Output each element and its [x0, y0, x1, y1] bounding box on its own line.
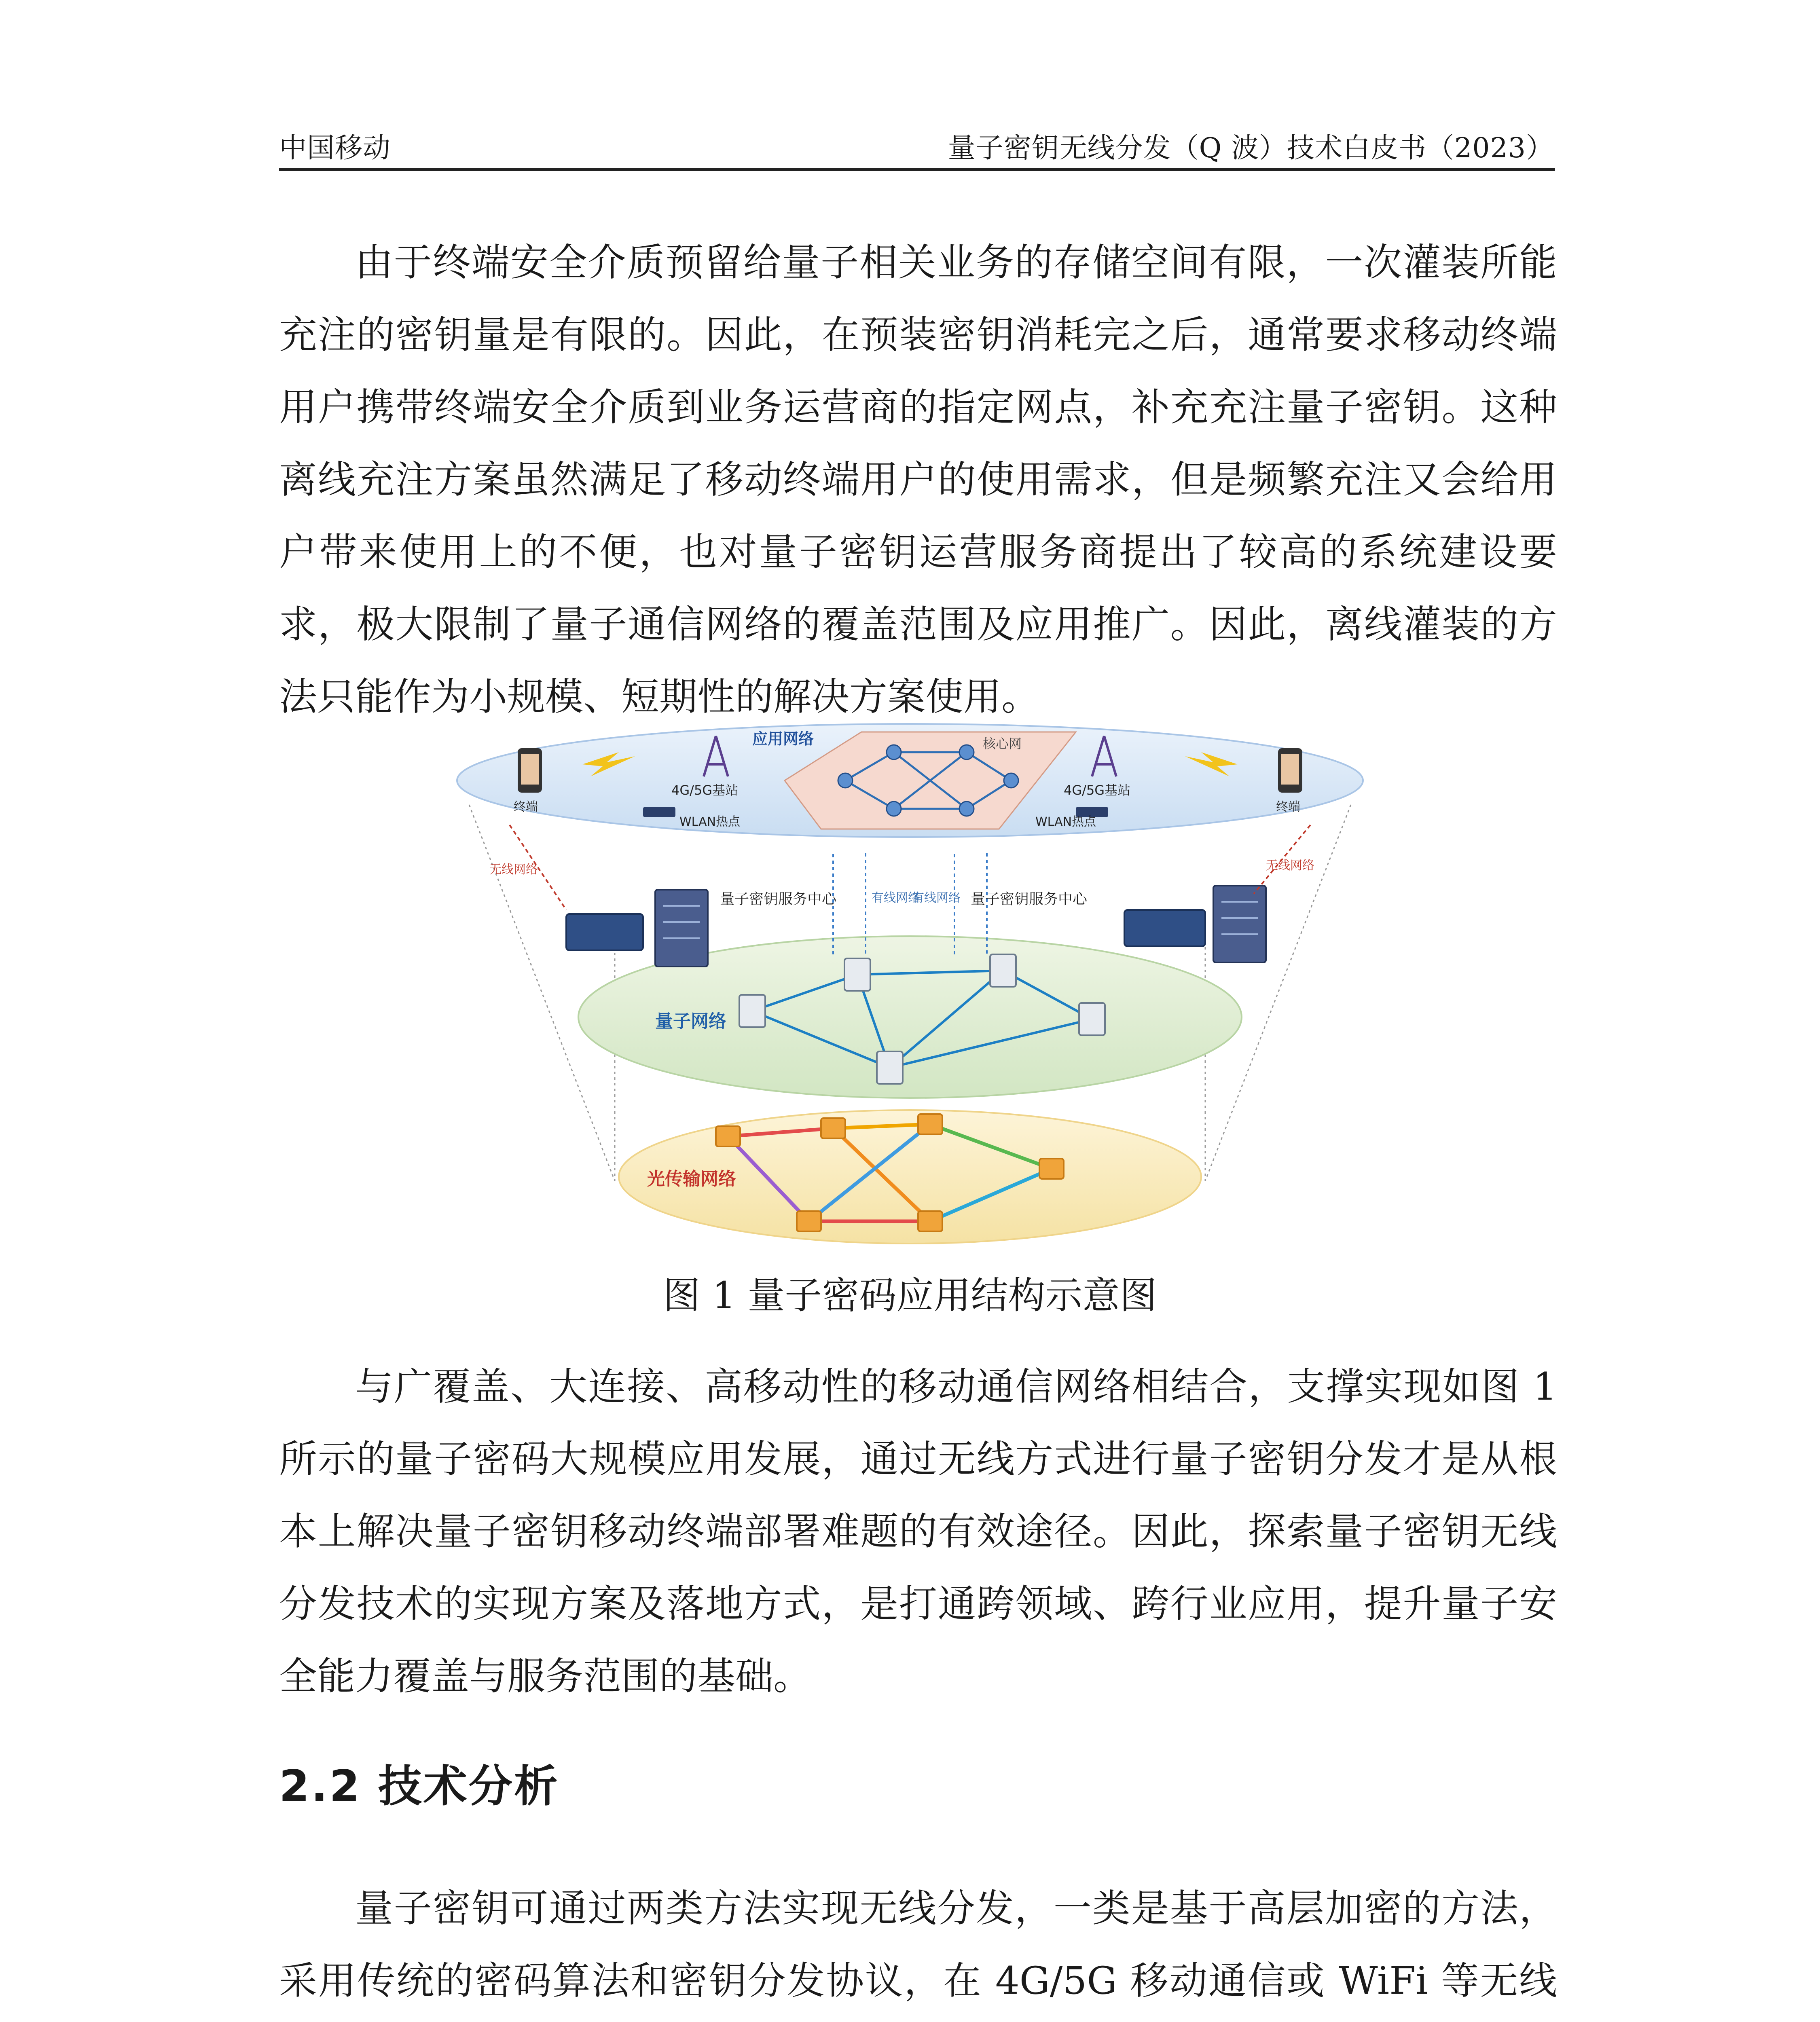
- label-core-network: 核心网: [983, 736, 1022, 751]
- label-qkms-left: 量子密钥服务中心: [720, 891, 837, 907]
- label-wireless-right: 无线网络: [1266, 859, 1314, 873]
- label-optical-network: 光传输网络: [647, 1169, 736, 1189]
- figure-quantum-crypto-architecture: [445, 720, 1375, 1254]
- label-base-station-left: 4G/5G基站: [671, 783, 739, 798]
- application-layer: [457, 724, 1363, 837]
- label-app-network: 应用网络: [752, 730, 814, 748]
- paragraph-wireless-distribution-need: 与广覆盖、大连接、高移动性的移动通信网络相结合，支撑实现如图 1 所示的量子密码大规模应用发展，通过无线方式进行量子密钥分发才是从根本上解决量子密钥移动终端部署难题的有效途径。因此，探索量子密钥无线分发技术的实现方案及落地方式，是打通跨领域、跨行业应用，提升量子安全能力覆盖与服务范围的基础。: [279, 1365, 1557, 1698]
- label-terminal-left: 终端: [514, 800, 538, 814]
- header-rule: [279, 168, 1555, 171]
- wlan-left-icon: [643, 807, 675, 817]
- optical-layer: [619, 1110, 1201, 1244]
- label-base-station-right: 4G/5G基站: [1064, 783, 1131, 798]
- paragraph-two-methods: 量子密钥可通过两类方法实现无线分发，一类是基于高层加密的方法，采用传统的密码算法和密钥分发协议，在 4G/5G 移动通信或 WiFi 等无线: [279, 1887, 1557, 2003]
- label-wlan-right: WLAN热点: [1035, 815, 1096, 829]
- label-terminal-right: 终端: [1276, 800, 1300, 814]
- terminal-right-icon: [1278, 748, 1302, 793]
- header-right-title: 量子密钥无线分发（Q 波）技术白皮书（2023）: [948, 132, 1554, 164]
- label-wlan-left: WLAN热点: [679, 815, 741, 829]
- label-wired-left: 有线网络: [872, 891, 920, 905]
- section-heading-technical-analysis: 2.2 技术分析: [279, 1761, 559, 1812]
- label-wireless-left: 无线网络: [489, 863, 538, 877]
- header-left-org: 中国移动: [279, 132, 391, 164]
- paragraph-offline-charging: 由于终端安全介质预留给量子相关业务的存储空间有限，一次灌装所能充注的密钥量是有限的。因此，在预装密钥消耗完之后，通常要求移动终端用户携带终端安全介质到业务运营商的指定网点，补充充注量子密钥。这种离线充注方案虽然满足了移动终端用户的使用需求，但是频繁充注又会给用户带来使用上的不便，也对量子密钥运营服务商提出了较高的系统建设要求，极大限制了量子通信网络的覆盖范围及应用推广。因此，离线灌装的方法只能作为小规模、短期性的解决方案使用。: [279, 241, 1557, 719]
- label-qkms-right: 量子密钥服务中心: [971, 891, 1088, 907]
- terminal-left-icon: [518, 748, 542, 793]
- figure-caption: 图 1 量子密码应用结构示意图: [663, 1274, 1157, 1317]
- label-quantum-network: 量子网络: [655, 1011, 726, 1032]
- label-wired-right: 有线网络: [912, 891, 961, 905]
